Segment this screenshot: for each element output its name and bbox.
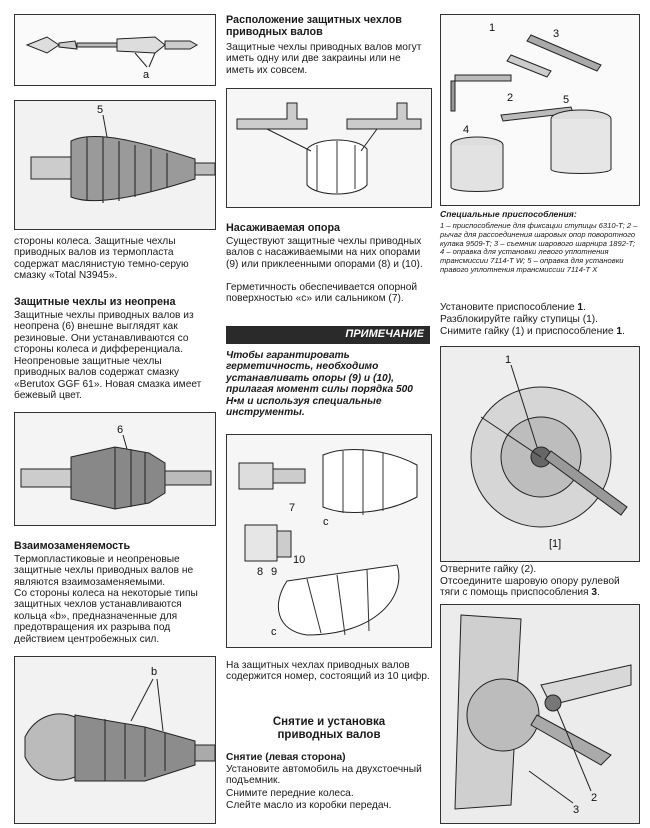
text-neoprene-2: Неопреновые защитные чехлы приводных валов содержат смазку «Berutox GGF 61». Новая смазка имеет бежевый цвет. (14, 356, 202, 402)
hub-label-tool-1: [1] (549, 538, 562, 550)
text-number: На защитных чехлах приводных валов содержится номер, состоящий из 10 цифр. (226, 660, 430, 683)
knuckle-drawing (441, 605, 639, 823)
figure-boot-flanges (226, 88, 432, 208)
text-interchange-2: Со стороны колеса на некоторые типы защитных чехлов устанавливаются кольца «b», предназначенные для предотвращения их разрыва под действием центробежных сил. (14, 588, 198, 645)
figure-driveshaft-overview (14, 14, 216, 86)
tools-label-4: 4 (463, 124, 470, 136)
fig4-label-b: b (151, 666, 158, 678)
figure-boot-supports (226, 434, 432, 648)
text-removal-2: Снимите передние колеса. (226, 788, 354, 799)
tools-label-1: 1 (489, 22, 496, 34)
fig-support-label-8: 8 (257, 566, 264, 578)
fig2-label-5: 5 (97, 104, 104, 116)
text-step-5: Отсоедините шаровую опору рулевой тяги с помощь приспособления 3. (440, 576, 620, 599)
fig-support-label-9: 9 (271, 566, 278, 578)
heading-interchange: Взаимозаменяемость (14, 540, 131, 552)
heading-location: Расположение защитных чехлов приводных валов (226, 14, 402, 38)
fig-support-label-c1: c (323, 516, 329, 528)
text-step-1: Установите приспособление 1. (440, 302, 586, 313)
text-step-3-label: Снимите гайку (1) и приспособление (440, 326, 614, 337)
knuckle-label-2: 2 (591, 792, 598, 804)
tools-label-5: 5 (563, 94, 570, 106)
figure-knuckle (440, 604, 640, 824)
tools-label-3: 3 (553, 28, 560, 40)
ring-b-drawing (15, 657, 215, 823)
fig-support-label-7: 7 (289, 502, 296, 514)
boot-supports-drawing (227, 435, 431, 647)
heading-support: Насаживаемая опора (226, 222, 341, 234)
caption-text: 1 – приспособление для фиксации ступицы 6310-Т; 2 – рычаг для рассоединения шаровых опор поворотного кулака 9509-Т; 3 – съемник шарового шарнира 1892-Т; 4 – оправка для установки левого уплотнения трансмиссии 7114-Т W; 5 – оправка для установки правого уплотнения трансмиссии 7114-Т X (440, 221, 638, 274)
figure-ring-b (14, 656, 216, 824)
heading-removal: Снятие и установка приводных валов (272, 716, 386, 741)
text-location: Защитные чехлы приводных валов могут иметь одну или две закраины или не иметь их совсем. (226, 42, 422, 76)
subheading-removal: Снятие (левая сторона) (226, 752, 346, 763)
special-tools-drawing (441, 15, 639, 205)
text-step-1-label: Установите приспособление (440, 302, 575, 313)
fig-support-label-c2: c (271, 626, 277, 638)
boot-flanges-drawing (227, 89, 431, 207)
fig3-label-6: 6 (117, 424, 124, 436)
text-step-2: Разблокируйте гайку ступицы (1). (440, 314, 598, 325)
text-step-5-num: 3 (591, 587, 598, 599)
note-title-bar: ПРИМЕЧАНИЕ (226, 326, 430, 344)
text-removal-1: Установите автомобиль на двухстоечный подъемник. (226, 764, 422, 787)
text-step-5-label: Отсоедините шаровую опору рулевой тяги с помощь приспособления (440, 576, 620, 599)
text-support-2: Герметичность обеспечивается опорной поверхностью «с» или сальником (7). (226, 282, 418, 305)
heading-neoprene: Защитные чехлы из неопрена (14, 296, 176, 308)
caption-title: Специальные приспособления: (440, 209, 577, 219)
knuckle-label-3: 3 (573, 804, 580, 816)
tools-label-2: 2 (507, 92, 514, 104)
text-neoprene-1: Защитные чехлы приводных валов из неопрена (6) внешне выглядят как резиновые. Они устанавливаются со стороны колеса и дифференциала. (14, 310, 194, 356)
figure-neoprene-boot (14, 412, 216, 526)
figure-special-tools (440, 14, 640, 206)
driveshaft-overview-drawing (15, 15, 215, 85)
text-removal-3: Слейте масло из коробки передач. (226, 800, 392, 811)
text-step-3: Снимите гайку (1) и приспособление 1. (440, 326, 625, 337)
text-step-3-num: 1 (616, 326, 623, 337)
text-step-4: Отверните гайку (2). (440, 564, 537, 575)
fig1-label-a: a (143, 69, 150, 81)
neoprene-boot-drawing (15, 413, 215, 525)
text-intro: стороны колеса. Защитные чехлы приводных валов из термопласта содержат маслянистую темно-серую смазку «Total N3945». (14, 236, 189, 282)
figure-hub-nut (440, 346, 640, 562)
text-interchange-1: Термопластиковые и неопреновые защитные чехлы приводных валов не являются взаимозаменяемыми. (14, 554, 194, 588)
figure-thermoplastic-boot (14, 100, 216, 230)
text-step-1-num: 1 (577, 302, 584, 313)
hub-label-1: 1 (505, 354, 512, 366)
text-support-1: Существуют защитные чехлы приводных валов с насаживаемыми на них опорами (9) или приклеенными опорами (8) и (10). (226, 236, 423, 270)
thermoplastic-boot-drawing (15, 101, 215, 229)
fig-support-label-10: 10 (293, 554, 306, 566)
hub-nut-drawing (441, 347, 639, 561)
note-text: Чтобы гарантировать герметичность, необходимо устанавливать опоры (9) и (10), прилагая момент силы порядка 500 Н•м и используя специальные инструменты. (226, 350, 413, 419)
